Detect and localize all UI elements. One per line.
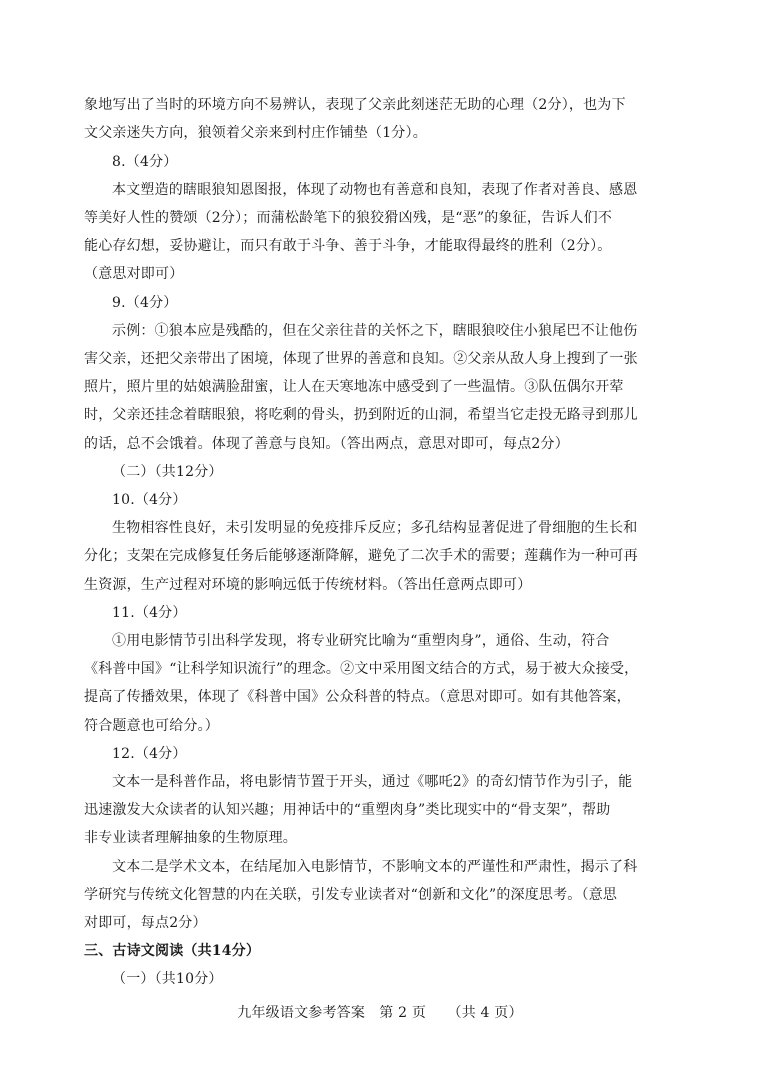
text-line: 文父亲迷失方向，狼领着父亲来到村庄作铺垫（1分）。 bbox=[84, 125, 427, 141]
text-line: 示例：①狼本应是残酷的，但在父亲往昔的关怀之下，瞎眼狼咬住小狼尾巴不让他伤 bbox=[112, 323, 638, 339]
text-line: 本文塑造的瞎眼狼知恩图报，体现了动物也有善意和良知，表现了作者对善良、感恩 bbox=[112, 182, 638, 198]
text-line: 能心存幻想，妥协避让，而只有敢于斗争、善于斗争，才能取得最终的胜利（2分）。 bbox=[84, 238, 612, 254]
text-line: 分化；支架在完成修复任务后能够逐渐降解，避免了二次手术的需要；莲藕作为一种可再 bbox=[84, 548, 638, 564]
text-line: 生资源，生产过程对环境的影响远低于传统材料。（答出任意两点即可） bbox=[84, 577, 532, 593]
text-line: ①用电影情节引出科学发现，将专业研究比喻为“重塑肉身”，通俗、生动，符合 bbox=[112, 633, 610, 649]
section-heading: （一）（共10分） bbox=[112, 971, 223, 987]
text-line: 对即可，每点2分） bbox=[84, 915, 207, 931]
question-heading: 10.（4分） bbox=[112, 492, 187, 508]
question-heading: 12.（4分） bbox=[112, 746, 187, 762]
text-line: 提高了传播效果，体现了《科普中国》公众科普的特点。（意思对即可。如有其他答案， bbox=[84, 689, 631, 705]
page-footer: 九年级语文参考答案 第 2 页 （共 4 页） bbox=[237, 1005, 523, 1021]
section-heading: 三、古诗文阅读（共14分） bbox=[84, 943, 261, 959]
text-line: 时，父亲还挂念着瞎眼狼，将吃剩的骨头，扔到附近的山洞，希望当它走投无路寻到那儿 bbox=[84, 407, 638, 423]
question-heading: 9.（4分） bbox=[112, 295, 178, 311]
question-heading: 8.（4分） bbox=[112, 154, 178, 170]
question-heading: 11.（4分） bbox=[112, 605, 187, 621]
section-heading: （二）（共12分） bbox=[112, 464, 223, 480]
text-line: 生物相容性良好，未引发明显的免疫排斥反应；多孔结构显著促进了骨细胞的生长和 bbox=[112, 520, 638, 536]
text-line: 学研究与传统文化智慧的内在关联，引发专业读者对“创新和文化”的深度思考。（意思 bbox=[84, 887, 618, 903]
text-line: 照片，照片里的姑娘满脸甜蜜，让人在天寒地冻中感受到了一些温情。③队伍偶尔开荤 bbox=[84, 379, 624, 395]
text-line: 迅速激发大众读者的认知兴趣；用神话中的“重塑肉身”类比现实中的“骨支架”，帮助 bbox=[84, 802, 611, 818]
text-line: 文本二是学术文本，在结尾加入电影情节，不影响文本的严谨性和严肃性，揭示了科 bbox=[112, 859, 638, 875]
text-line: 《科普中国》“让科学知识流行”的理念。②文中采用图文结合的方式，易于被大众接受， bbox=[84, 661, 639, 677]
text-line: 等美好人性的赞颂（2分）；而蒲松龄笔下的狼狡猾凶残，是“恶”的象征，告诉人们不 bbox=[84, 210, 613, 226]
text-line: 害父亲，还把父亲带出了困境，体现了世界的善意和良知。②父亲从敌人身上搜到了一张 bbox=[84, 351, 638, 367]
text-line: 的话，总不会饿着。体现了善意与良知。（答出两点，意思对即可，每点2分） bbox=[84, 436, 569, 452]
text-line: 非专业读者理解抽象的生物原理。 bbox=[84, 830, 297, 846]
text-line: 象地写出了当时的环境方向不易辨认，表现了父亲此刻迷茫无助的心理（2分），也为下 bbox=[84, 97, 626, 113]
text-line: （意思对即可） bbox=[84, 266, 184, 282]
text-line: 文本一是科普作品，将电影情节置于开头，通过《哪吒2》的奇幻情节作为引子，能 bbox=[112, 774, 633, 790]
text-line: 符合题意也可给分。） bbox=[84, 718, 219, 734]
